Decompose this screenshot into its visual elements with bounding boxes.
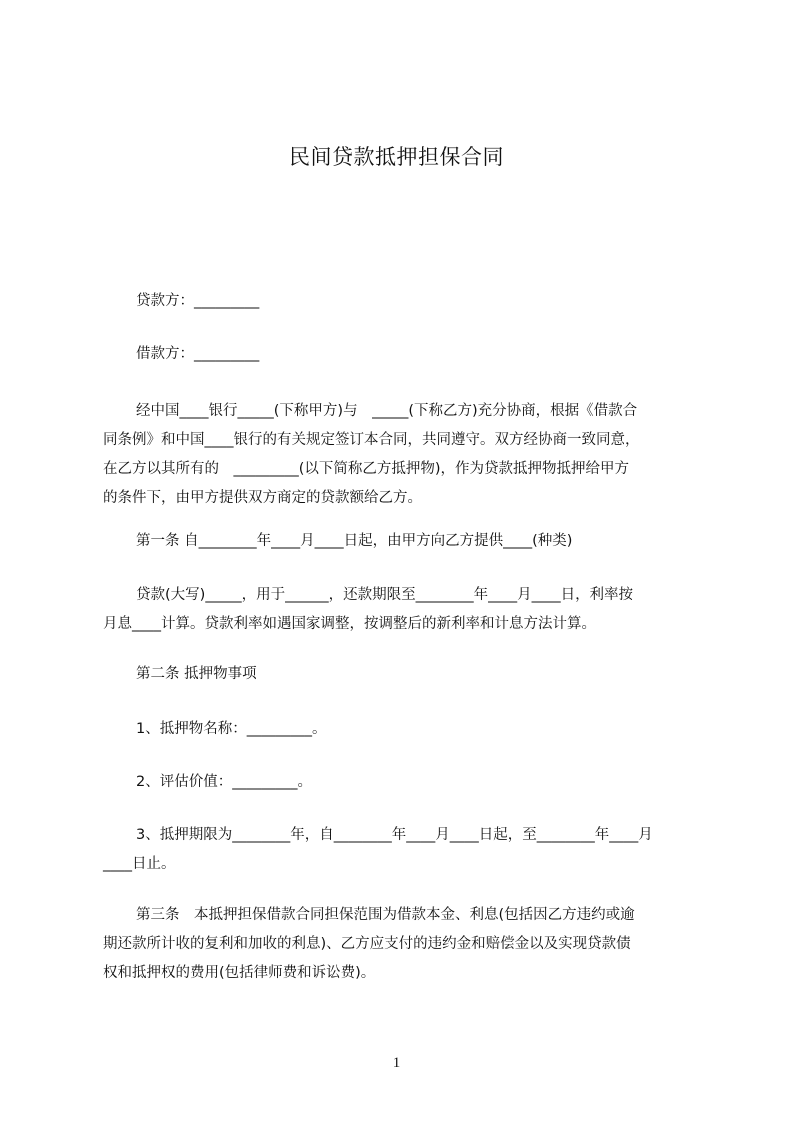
page-number: 1: [392, 1055, 401, 1071]
valuation-item: 2、评估价值：_________。: [136, 774, 312, 790]
article3-line: 第三条 本抵押担保借款合同担保范围为借款本金、利息(包括因乙方违约或逾: [136, 907, 635, 923]
article2-heading: 第二条 抵押物事项: [136, 666, 257, 682]
intro-line: 在乙方以其所有的 _________(以下简称乙方抵押物)，作为贷款抵押物抵押给甲方: [103, 461, 630, 477]
mortgage-term-line: ____日止。: [103, 856, 176, 872]
lender-line: 贷款方：_________: [136, 293, 260, 309]
intro-line: 的条件下，由甲方提供双方商定的贷款额给乙方。: [103, 490, 422, 506]
intro-paragraph: [103, 397, 703, 513]
intro-line: 经中国____银行_____(下称甲方)与 _____(下称乙方)充分协商，根据《借款合: [136, 403, 638, 419]
article3-paragraph: [103, 901, 703, 988]
article1-body: [103, 581, 703, 639]
mortgage-term-line: 3、抵押期限为________年，自________年____月____日起，至________年____月: [136, 827, 653, 843]
intro-line: 同条例》和中国____银行的有关规定签订本合同，共同遵守。双方经协商一致同意，: [103, 432, 640, 448]
borrower-line: 借款方：_________: [136, 346, 260, 362]
mortgage-name-item: 1、抵押物名称：_________。: [136, 721, 327, 737]
document-title: 民间贷款抵押担保合同: [289, 145, 504, 169]
article1-line: 月息____计算。贷款利率如遇国家调整，按调整后的新利率和计息方法计算。: [103, 616, 596, 632]
article3-line: 权和抵押权的费用(包括律师费和诉讼费)。: [103, 965, 376, 981]
article1-heading: 第一条 自________年____月____日起，由甲方向乙方提供____(种类): [136, 533, 573, 549]
article3-line: 期还款所计收的复利和加收的利息)、乙方应支付的违约金和赔偿金以及实现贷款债: [103, 936, 631, 952]
mortgage-term-item: [103, 821, 703, 879]
article1-line: 贷款(大写)_____，用于______，还款期限至________年____月____日，利率按: [136, 587, 634, 603]
